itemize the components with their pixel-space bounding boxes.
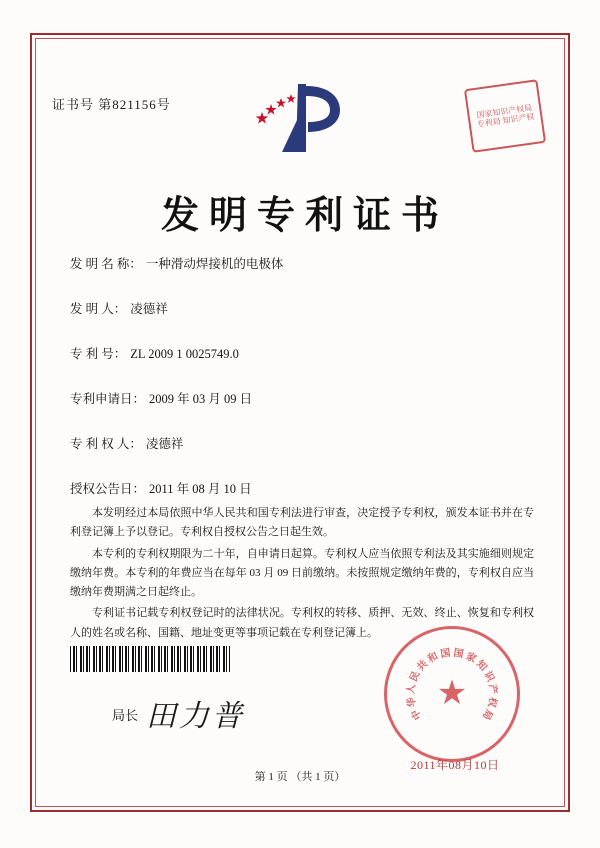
field-application-date: [70, 389, 538, 407]
field-value: ZL 2009 1 0025749.0: [130, 347, 239, 361]
field-value: 2011 年 08 月 10 日: [149, 482, 252, 496]
agency-stamp-text: 国家知识产权局 专利局 知识产权: [475, 103, 535, 129]
barcode: [70, 646, 230, 672]
corner-ornament-bottom-right: [552, 794, 570, 812]
seal-date: 2011年08月10日: [410, 758, 500, 772]
field-value: 凌德祥: [130, 302, 168, 316]
field-patentee: [70, 434, 538, 452]
legal-paragraph: 本专利的专利权期限为二十年，自申请日起算。专利权人应当依照专利法及其实施细则规定缴纳年费。本专利的年费应当在每年 03 月 09 日前缴纳。未按照规定缴纳年费的，专利权自应当缴纳年费期满之日起终止。: [70, 547, 534, 598]
director-signature: 田力普: [146, 699, 246, 734]
field-label: 发 明 人：: [70, 302, 127, 316]
field-inventor: [70, 299, 538, 317]
legal-text-block: [70, 504, 534, 645]
director-signature-block: [112, 696, 246, 734]
field-label: 专利申请日：: [70, 392, 146, 406]
field-list: [70, 254, 538, 524]
director-label: 局长: [112, 708, 139, 723]
sipo-emblem-icon: [252, 78, 348, 160]
seal-star-icon: ★: [436, 675, 468, 712]
national-office-seal-text: 中 华 人 民 共 和 国 国 家 知 识 产 权 局: [405, 647, 499, 722]
certificate-content: [52, 56, 548, 792]
field-value: 2009 年 03 月 09 日: [149, 392, 253, 406]
legal-paragraph: 专利证书记载专利权登记时的法律状况。专利权的转移、质押、无效、终止、恢复和专利权人的姓名或名称、国籍、地址变更等事项记载在专利登记簿上。: [70, 607, 534, 639]
field-label: 授权公告日：: [70, 482, 146, 496]
national-office-seal: [384, 626, 520, 762]
certificate-number: 证书号 第821156号: [52, 97, 171, 112]
field-label: 专 利 号：: [70, 347, 127, 361]
field-value: 凌德祥: [145, 437, 184, 451]
field-value: 一种滑动焊接机的电极体: [145, 257, 284, 271]
field-patent-number: [70, 344, 538, 362]
field-label: 发 明 名 称：: [70, 257, 142, 271]
corner-ornament-bottom-left: [30, 794, 48, 812]
agency-stamp: [464, 79, 546, 153]
field-label: 专 利 权 人：: [70, 437, 142, 451]
field-grant-date: [70, 479, 538, 497]
page-footer: 第 1 页 （共 1 页）: [254, 771, 346, 783]
field-invention-name: [70, 254, 538, 272]
corner-ornament-top-right: [552, 33, 570, 51]
page-title: 发明专利证书: [160, 195, 449, 237]
corner-ornament-top-left: [30, 33, 48, 51]
legal-paragraph: 本发明经过本局依照中华人民共和国专利法进行审查，决定授予专利权，颁发本证书并在专利登记簿上予以登记。专利权自授权公告之日起生效。: [70, 507, 534, 539]
